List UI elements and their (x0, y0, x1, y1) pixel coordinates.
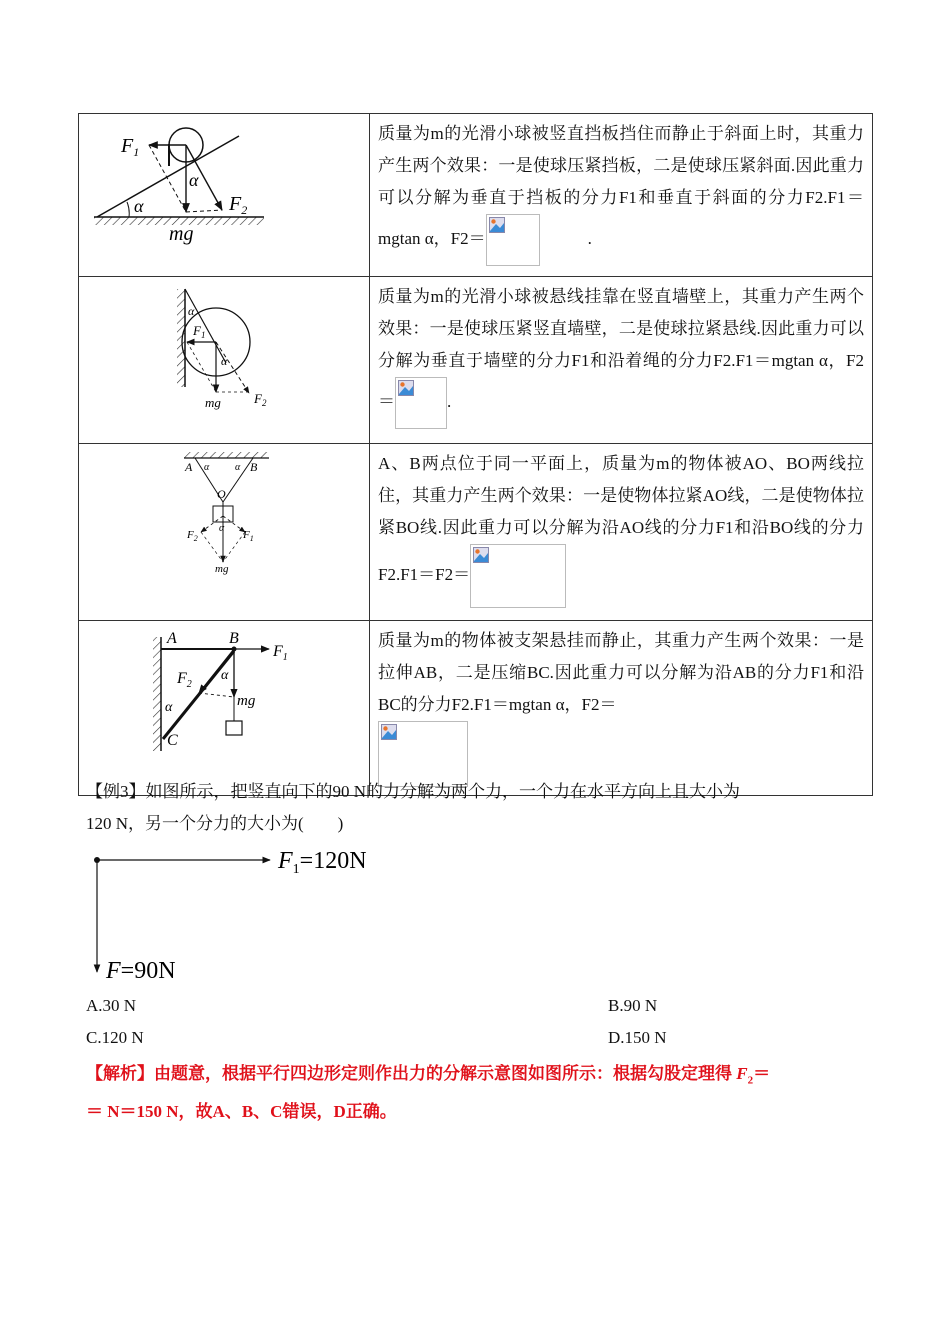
incline-ball-figure (79, 114, 370, 277)
answer-line: 【解析】由题意，根据平行四边形定则作出力的分解示意图如图所示：根据勾股定理得 $F_2=$ (86, 1064, 771, 1087)
broken-image-icon (473, 547, 489, 563)
row-description: A、B两点位于同一平面上，质量为m的物体被AO、BO两线拉住，其重力产生两个效果：一是使物体拉紧AO线，二是使物体拉紧BO线.因此重力可以分解为沿AO线的分力F1和沿BO线的分力F2.F1＝F2＝ (378, 454, 864, 584)
image-placeholder (470, 544, 566, 608)
f1-label: $F_1=120N$ (278, 848, 367, 877)
mg-label: mg (237, 693, 256, 709)
example-question (86, 776, 876, 840)
f2-label: $F_2$ (254, 391, 267, 408)
f1-label: $F_1$ (193, 323, 206, 340)
f2-label: $F_2$ (177, 670, 192, 690)
alpha-label: α (188, 304, 195, 318)
alpha-label: α (165, 700, 173, 715)
f-label: F=90N (106, 958, 176, 982)
mg-label: mg (205, 395, 221, 410)
option-a: A.30 N (86, 996, 137, 1015)
row-description: 质量为m的光滑小球被悬线挂靠在竖直墙壁上，其重力产生两个效果：一是使球压紧竖直墙壁，二是使球拉紧悬线.因此重力可以分解为垂直于墙壁的分力F1和沿着绳的分力F2.F1＝mgtan α，F2＝ (378, 287, 864, 411)
decomposition-table (78, 113, 873, 796)
row-tail: . (587, 228, 592, 248)
option-d: D.150 N (608, 1028, 667, 1047)
point-o-label: O (217, 487, 226, 501)
alpha-label: α (189, 170, 199, 190)
point-a-label: A (167, 630, 177, 647)
f2-label: $F_2$ (187, 529, 198, 543)
broken-image-icon (398, 380, 414, 396)
point-c-label: C (167, 732, 178, 749)
broken-image-icon (489, 217, 505, 233)
image-placeholder (395, 377, 447, 429)
bracket-figure (79, 621, 370, 796)
table-row (79, 444, 873, 621)
row-tail: . (447, 391, 452, 411)
alpha-label: α (235, 462, 241, 473)
f2-label: $F_2$ (229, 193, 248, 217)
table-row (79, 621, 873, 796)
point-b-label: B (229, 630, 239, 647)
broken-image-icon (381, 724, 397, 740)
f1-label: $F_1$ (243, 529, 254, 543)
option-b: B.90 N (608, 996, 658, 1015)
table-row (79, 277, 873, 444)
question-line: 【例3】如图所示，把竖直向下的90 N的力分解为两个力，一个力在水平方向上且大小为 (86, 782, 741, 801)
mg-label: mg (215, 563, 229, 575)
image-placeholder (486, 214, 540, 266)
mg-label: mg (169, 223, 194, 245)
row-description: 质量为m的物体被支架悬挂而静止，其重力产生两个效果：一是拉伸AB，二是压缩BC.因此重力可以分解为沿AB的分力F1和沿BC的分力F2.F1＝mgtan α，F2＝ (378, 631, 864, 714)
alpha-label: α (221, 668, 229, 683)
alpha-label: α (219, 523, 225, 534)
alpha-label: α (134, 196, 144, 216)
wall-ball-figure (79, 277, 370, 444)
two-strings-figure (79, 444, 370, 621)
question-line: 120 N，另一个分力的大小为( ) (86, 814, 344, 833)
force-diagram (80, 840, 410, 982)
point-b-label: B (250, 460, 258, 474)
row-text (370, 621, 873, 796)
answer-line: ＝ N＝150 N，故A、B、C错误，D正确。 (86, 1102, 397, 1122)
row-text (370, 444, 873, 621)
alpha-label: α (204, 462, 210, 473)
row-text (370, 114, 873, 277)
alpha-label: α (221, 354, 228, 368)
f1-label: $F_1$ (121, 135, 140, 159)
row-text (370, 277, 873, 444)
point-a-label: A (185, 460, 193, 474)
table-row (79, 114, 873, 277)
option-c: C.120 N (86, 1028, 144, 1047)
answer-analysis (86, 1058, 876, 1128)
f1-label: $F_1$ (273, 643, 288, 663)
row-description: 质量为m的光滑小球被竖直挡板挡住而静止于斜面上时，其重力产生两个效果：一是使球压紧挡板，二是使球压紧斜面.因此重力可以分解为垂直于挡板的分力F1和垂直于斜面的分力F2.F1＝mgtan α，F2＝ (378, 124, 864, 248)
